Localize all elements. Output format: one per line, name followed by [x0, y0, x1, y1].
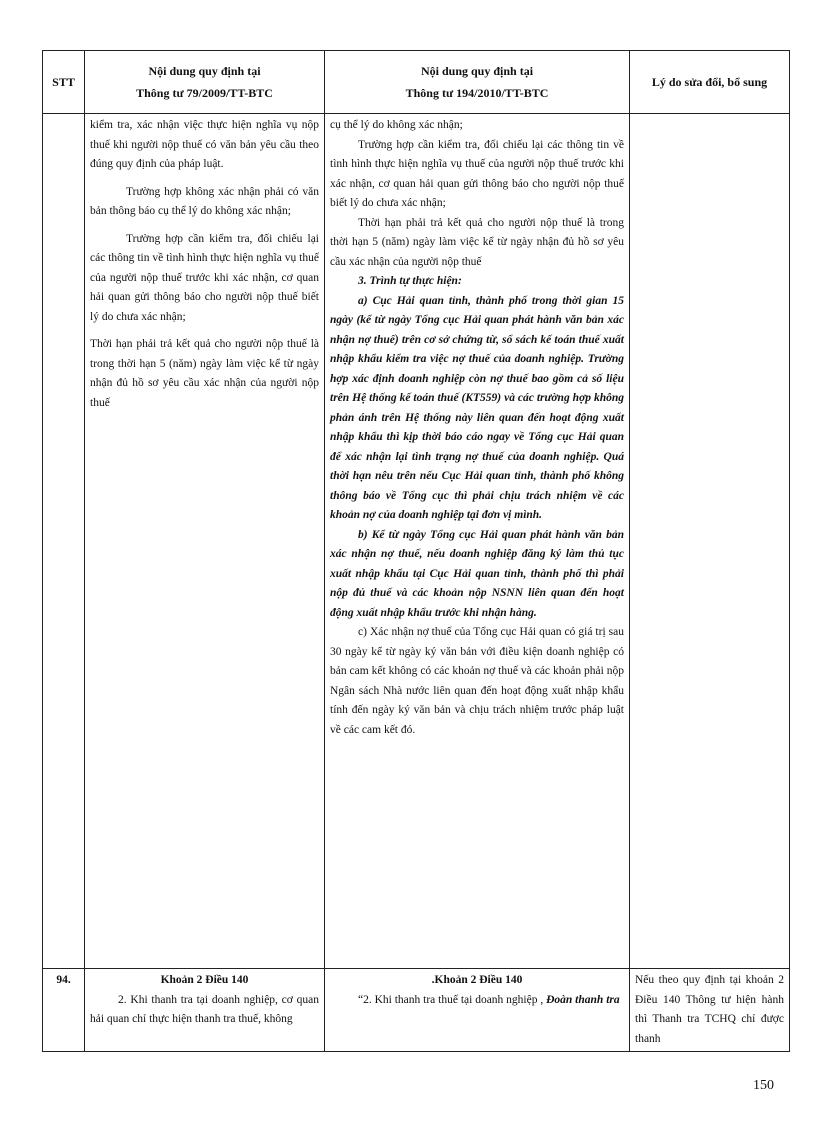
header-col2-line2: Thông tư 79/2009/TT-BTC — [136, 86, 273, 100]
row-94-col3-text-plain: “2. Khi thanh tra thuế tại doanh nghiệp , — [358, 993, 544, 1006]
col2-paragraph: Thời hạn phải trả kết quả cho người nộp thuế là trong thời hạn 5 (năm) ngày làm việc kể từ ngày nhận đủ hồ sơ yêu cầu xác nhận của người nộp thuế — [90, 338, 319, 409]
col3-paragraph: c) Xác nhận nợ thuế của Tổng cục Hải quan có giá trị sau 30 ngày kể từ ngày ký văn bản với điều kiện doanh nghiệp có bản cam kết không có các khoản nợ thuế và các khoản phải nộp Ngân sách Nhà nước liên quan đến hoạt động xuất nhập khẩu tính đến ngày ký văn bản và chịu trách nhiệm trước pháp luật về các cam kết đó. — [330, 626, 624, 736]
header-col-new-circular — [325, 51, 630, 114]
row-94-col3-text — [330, 991, 624, 1011]
header-col2-line1: Nội dung quy định tại — [148, 64, 261, 78]
header-col-old-circular — [85, 51, 325, 114]
header-stt: STT — [43, 51, 85, 114]
col3-section-heading: 3. Trình tự thực hiện: — [358, 275, 462, 287]
row-94-col3-text-bold: Đoàn thanh tra — [546, 993, 620, 1006]
row-main-col2 — [85, 114, 325, 969]
col3-paragraph: b) Kể từ ngày Tổng cục Hải quan phát hành văn bản xác nhận nợ thuế, nếu doanh nghiệp đăng ký làm thủ tục xuất nhập khẩu tại Cục Hải quan tỉnh, thành phố thì phải nộp đủ thuế và các khoản nộp NSNN liên quan đến hoạt động xuất nhập khẩu trước khi nhận hàng. — [330, 528, 624, 619]
col3-paragraph: Thời hạn phải trả kết quả cho người nộp thuế là trong thời hạn 5 (năm) ngày làm việc kể từ ngày nhận đủ hồ sơ yêu cầu xác nhận của người nộp thuế — [330, 216, 624, 268]
table-header-row — [43, 51, 790, 114]
header-col3-line2: Thông tư 194/2010/TT-BTC — [405, 86, 549, 100]
table-row — [43, 114, 790, 969]
comparison-table — [42, 50, 790, 1052]
col2-paragraph: kiểm tra, xác nhận việc thực hiện nghĩa vụ nộp thuế khi người nộp thuế có văn bản yêu cầu theo đúng quy định của pháp luật. — [90, 119, 319, 170]
row-main-stt — [43, 114, 85, 969]
row-94-col3 — [325, 969, 630, 1052]
row-94-col4 — [630, 969, 790, 1052]
col3-paragraph: cụ thể lý do không xác nhận; — [330, 119, 463, 131]
col3-paragraph: a) Cục Hải quan tỉnh, thành phố trong thời gian 15 ngày (kể từ ngày Tổng cục Hải quan phát hành văn bản xác nhận nợ thuế) trên cơ sở chứng từ, sổ sách kế toán thuế xuất nhập khẩu kiểm tra việc nợ thuế của doanh nghiệp. Trường hợp xác định doanh nghiệp còn nợ thuế bao gồm cả số liệu trên Hệ thống kế toán thuế (KT559) và các trường hợp không phản ánh trên Hệ thống này liên quan đến hoạt động xuất nhập khẩu thì kịp thời báo cáo ngay về Tổng cục Hải quan để xác nhận lại tình trạng nợ thuế của doanh nghiệp. Quá thời hạn nêu trên nếu Cục Hải quan tỉnh, thành phố không thông báo về Tổng cục thì phải chịu trách nhiệm về các khoản nợ của doanh nghiệp tại đơn vị mình. — [330, 294, 624, 521]
row-main-col3 — [325, 114, 630, 969]
table-row — [43, 969, 790, 1052]
row-94-col2-text: 2. Khi thanh tra tại doanh nghiệp, cơ quan hải quan chỉ thực hiện thanh tra thuế, không — [90, 993, 319, 1025]
page-number: 150 — [753, 1078, 774, 1093]
row-94-col2-title: Khoản 2 Điều 140 — [160, 974, 249, 986]
col2-paragraph: Trường hợp không xác nhận phải có văn bản thông báo cụ thể lý do không xác nhận; — [90, 185, 319, 217]
col2-paragraph: Trường hợp cần kiểm tra, đối chiếu lại các thông tin về tình hình thực hiện nghĩa vụ thuế của người nộp thuế trước khi xác nhận, cơ quan hải quan gửi thông báo cho người nộp thuế biết lý do chưa xác nhận; — [90, 232, 319, 323]
row-94-stt: 94. — [43, 969, 85, 1052]
header-reason: Lý do sửa đổi, bổ sung — [630, 51, 790, 114]
row-94-col2 — [85, 969, 325, 1052]
header-col3-line1: Nội dung quy định tại — [420, 64, 534, 78]
row-94-col4-text: Nếu theo quy định tại khoản 2 Điều 140 Thông tư hiện hành thì Thanh tra TCHQ chỉ được thanh — [635, 974, 784, 1045]
row-94-col3-title: .Khoản 2 Điều 140 — [431, 974, 523, 986]
row-main-col4 — [630, 114, 790, 969]
col3-paragraph: Trường hợp cần kiểm tra, đối chiếu lại các thông tin về tình hình thực hiện nghĩa vụ thuế của người nộp thuế trước khi xác nhận, cơ quan hải quan gửi thông báo cho người nộp thuế biết lý do chưa xác nhận; — [330, 138, 624, 209]
